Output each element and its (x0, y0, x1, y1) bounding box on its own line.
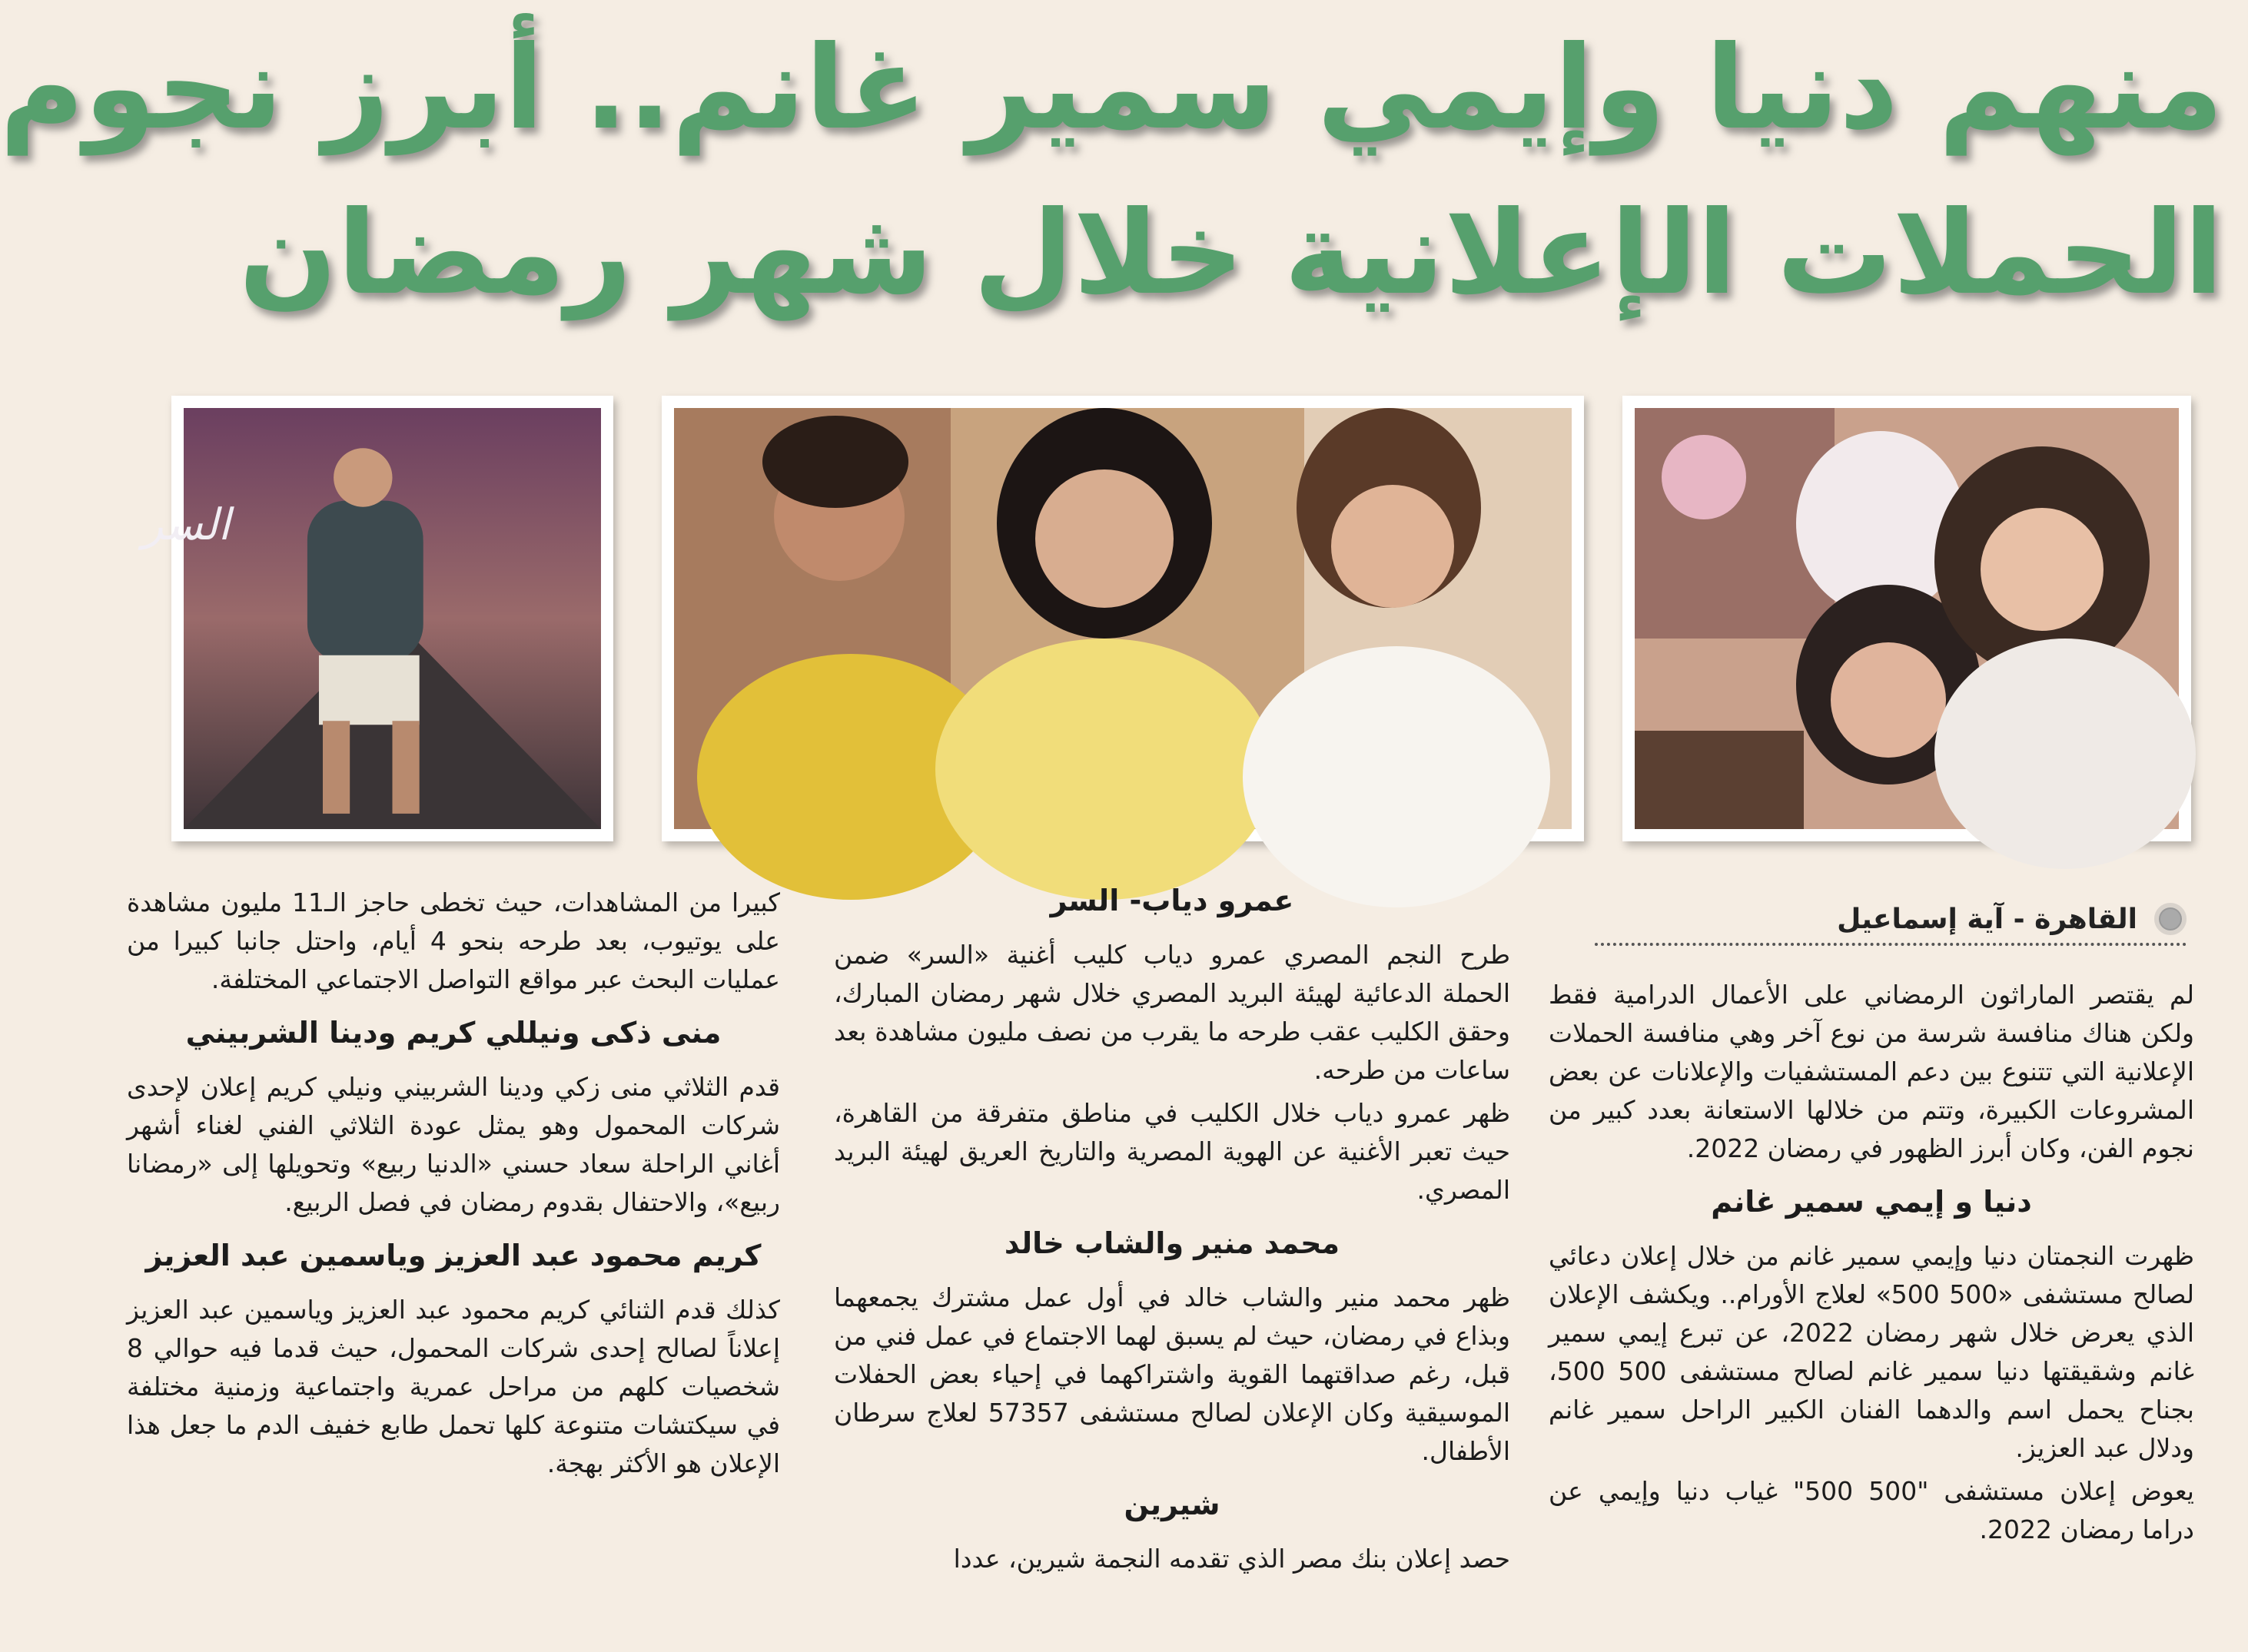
subhead-mounir-khaled: محمد منير والشاب خالد (1004, 1226, 1340, 1260)
byline (1595, 903, 2187, 946)
paragraph: حصد إعلان بنك مصر الذي تقدمه النجمة شيرين، عددا (953, 1544, 1510, 1574)
subhead-karim-yasmine: كريم محمود عبد العزيز وياسمين عبد العزيز (145, 1239, 762, 1272)
subhead-mona-nelly-dina: منى ذكى ونيللي كريم ودينا الشربيني (185, 1016, 722, 1050)
subhead-amr-diab: عمرو دياب- السر (1050, 884, 1294, 917)
photo-donia-amy (1622, 396, 2191, 841)
photo-amr-diab-image (142, 408, 601, 829)
article-column-middle (834, 884, 1510, 1574)
paragraph: قدم الثلاثي منى زكي ودينا الشربيني ونيلي كريم إعلان لإحدى شركات المحمول وهو يمثل عودة الثلاثي الفني لغناء أشهر أغاني الراحلة سعاد حسني «الدنيا ربيع» وتحويلها إلى «رمضانا ربيع»، والاحتفال بقدوم رمضان في فصل الربيع. (127, 1072, 780, 1217)
article-column-left (127, 884, 780, 1560)
subhead-donia-amy: دنيا و إيمي سمير غانم (1711, 1185, 2032, 1219)
paragraph: ظهر عمرو دياب خلال الكليب في مناطق متفرقة من القاهرة، حيث تعبر الأغنية عن الهوية المصرية والتاريخ العريق لهيئة البريد المصري. (834, 1098, 1510, 1205)
subhead-sherine: شيرين (1124, 1488, 1220, 1521)
photo-caption-overlay: السر (142, 499, 231, 550)
headline-line-2: الحملات الإعلانية خلال شهر رمضان (238, 187, 2223, 320)
paragraph: ظهرت النجمتان دنيا وإيمي سمير غانم من خلال إعلان دعائي لصالح مستشفى «500 500» لعلاج الأورام.. ويكشف الإعلان الذي يعرض خلال شهر رمضان 2022، عن تبرع إيمي سمير غانم وشقيقتها دنيا سمير غانم لصالح مستشفى 500 500، بجناح يحمل اسم والدهما الفنان الكبير الراحل سمير غانم ودلال عبد العزيز. (1549, 1241, 2195, 1463)
paragraph: يعوض إعلان مستشفى "500 500" غياب دنيا وإيمي عن دراما رمضان 2022. (1549, 1476, 2194, 1544)
photo-donia-amy-image (1635, 408, 2179, 829)
paragraph: كبيرا من المشاهدات، حيث تخطى حاجز الـ11 مليون مشاهدة على يوتيوب، بعد طرحه بنحو 4 أيام، واحتل جانبا كبيرا من عمليات البحث عبر مواقع التواصل الاجتماعي المختلفة. (127, 887, 780, 994)
photo-three-actresses-image (674, 408, 1572, 829)
article-column-right (1549, 976, 2194, 1652)
bullet-icon (2154, 903, 2187, 935)
photo-three-actresses (662, 396, 1584, 841)
paragraph: ظهر محمد منير والشاب خالد في أول عمل مشترك يجمعهما وبذاع في رمضان، حيث لم يسبق لهما الاجتماع في عمل فني من قبل، رغم صداقتهما القوية واشتراكهما في إحياء بعض الحفلات الموسيقية وكان الإعلان لصالح مستشفى 57357 لعلاج سرطان الأطفال. (834, 1282, 1510, 1466)
paragraph: طرح النجم المصري عمرو دياب كليب أغنية «السر» ضمن الحملة الدعائية لهيئة البريد المصري خلال شهر رمضان المبارك، وحقق الكليب عقب طرحه ما يقرب من نصف مليون مشاهدة بعد ساعات من طرحه. (834, 940, 1510, 1085)
photo-amr-diab (142, 396, 613, 841)
byline-text: القاهرة - آية إسماعيل (1837, 903, 2137, 935)
intro-paragraph: لم يقتصر الماراثون الرمضاني على الأعمال الدرامية فقط ولكن هناك منافسة شرسة من نوع آخر وهي منافسة الحملات الإعلانية التي تتنوع بين دعم المستشفيات والإعلانات عن بعض المشروعات الكبيرة، وتتم من خلالها الاستعانة بعدد كبير من نجوم الفن، وكان أبرز الظهور في رمضان 2022. (1549, 980, 2194, 1163)
headline-line-1: منهم دنيا وإيمي سمير غانم.. أبرز نجوم (0, 22, 2223, 155)
paragraph: كذلك قدم الثنائي كريم محمود عبد العزيز وياسمين عبد العزيز إعلاناً لصالح إحدى شركات المحمول، حيث قدما فيه حوالي 8 شخصيات كلهم من مراحل عمرية واجتماعية وزمنية مختلفة في سيكتشات متنوعة كلها تحمل طابع خفيف الدم ما جعل هذا الإعلان هو الأكثر بهجة. (127, 1295, 780, 1478)
